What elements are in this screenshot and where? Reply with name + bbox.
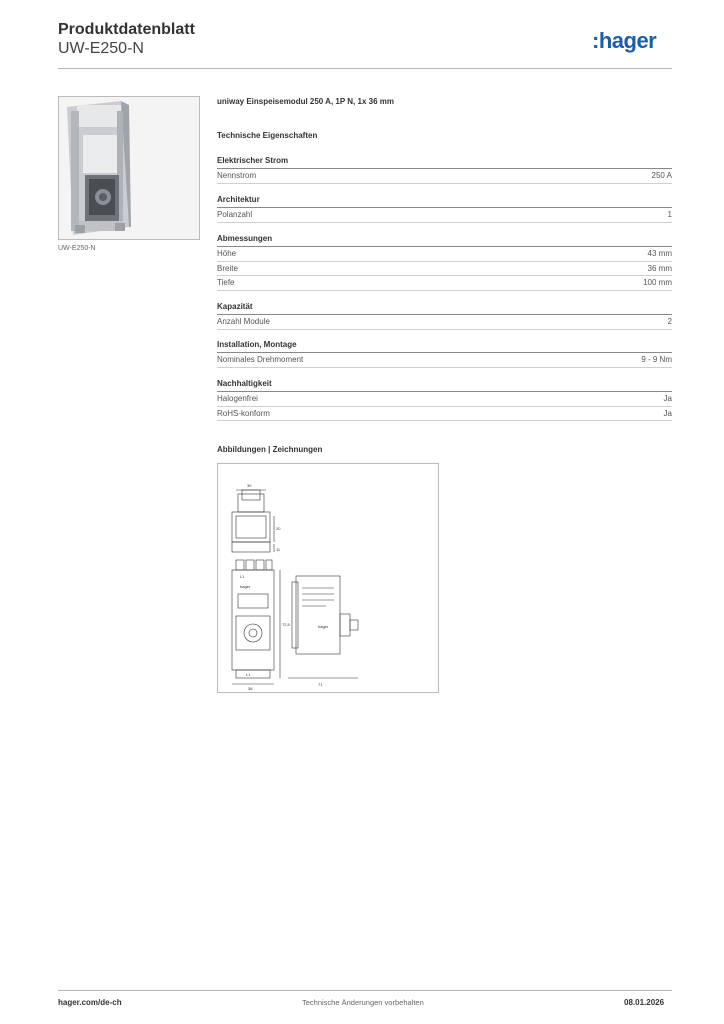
dim-side1-label: 20 [276,526,281,531]
spec-row [217,208,672,223]
page-title: Produktdatenblatt [58,21,195,38]
group-heading: Architektur [217,195,672,208]
technical-drawing [217,463,439,693]
hager-logo: :hager [592,28,657,53]
spec-value: 250 A [651,171,672,180]
spec-row [217,276,672,291]
front-l1-bottom-label: L1 [246,672,251,677]
spec-value: 100 mm [643,278,672,287]
photo-caption: UW-E250-N [58,245,96,252]
technical-properties-title: Technische Eigenschaften [217,131,318,140]
spec-value: 2 [667,317,672,326]
spec-row [217,315,672,330]
group-electrical [217,156,672,184]
dim-height-label: 72,5 [282,622,290,627]
spec-label: Nominales Drehmoment [217,355,304,364]
group-dimensions [217,234,672,291]
spec-label: Anzahl Module [217,317,270,326]
footer-notice: Technische Änderungen vorbehalten [302,998,424,1007]
spec-label: Halogenfrei [217,394,258,403]
group-installation [217,340,672,368]
group-heading: Kapazität [217,302,672,315]
spec-value: 36 mm [647,263,672,273]
group-heading: Nachhaltigkeit [217,379,672,392]
spec-row [217,353,672,368]
dim-width-label: 36 [248,686,253,691]
footer-divider [58,990,672,991]
group-architecture [217,195,672,223]
spec-label: RoHS-konform [217,408,270,418]
spec-label: Breite [217,263,238,273]
spec-value: Ja [663,394,672,403]
drawings-title: Abbildungen | Zeichnungen [217,445,323,454]
spec-row [217,407,672,422]
footer-website-link[interactable]: hager.com/de-ch [58,998,122,1007]
spec-value: 43 mm [647,249,672,258]
footer-date: 08.01.2026 [624,998,665,1007]
spec-value: 1 [667,210,672,219]
group-heading: Elektrischer Strom [217,156,672,169]
spec-value: Ja [663,408,672,418]
spec-row [217,247,672,262]
dim-side2-label: 11 [276,547,281,552]
product-description: uniway Einspeisemodul 250 A, 1P N, 1x 36 mm [217,97,394,106]
product-photo [58,96,200,240]
group-heading: Abmessungen [217,234,672,247]
side-brand-label: hager [318,624,329,629]
product-code: UW-E250-N [58,40,144,57]
spec-label: Polanzahl [217,210,253,219]
spec-value: 9 - 9 Nm [641,355,672,364]
spec-row [217,169,672,184]
spec-label: Nennstrom [217,171,257,180]
spec-row [217,392,672,407]
front-l1-label: L1 [240,574,245,579]
group-capacity [217,302,672,330]
spec-label: Höhe [217,249,237,258]
dim-depth-label: 71 [318,682,323,687]
product-photo-illustration [59,97,200,240]
front-brand-label: hager [240,584,251,589]
dimension-drawing [218,464,440,694]
spec-row [217,262,672,277]
header-divider [58,68,672,69]
dim-top-label: 30 [247,483,252,488]
group-sustainability [217,379,672,421]
spec-label: Tiefe [217,278,235,287]
group-heading: Installation, Montage [217,340,672,353]
